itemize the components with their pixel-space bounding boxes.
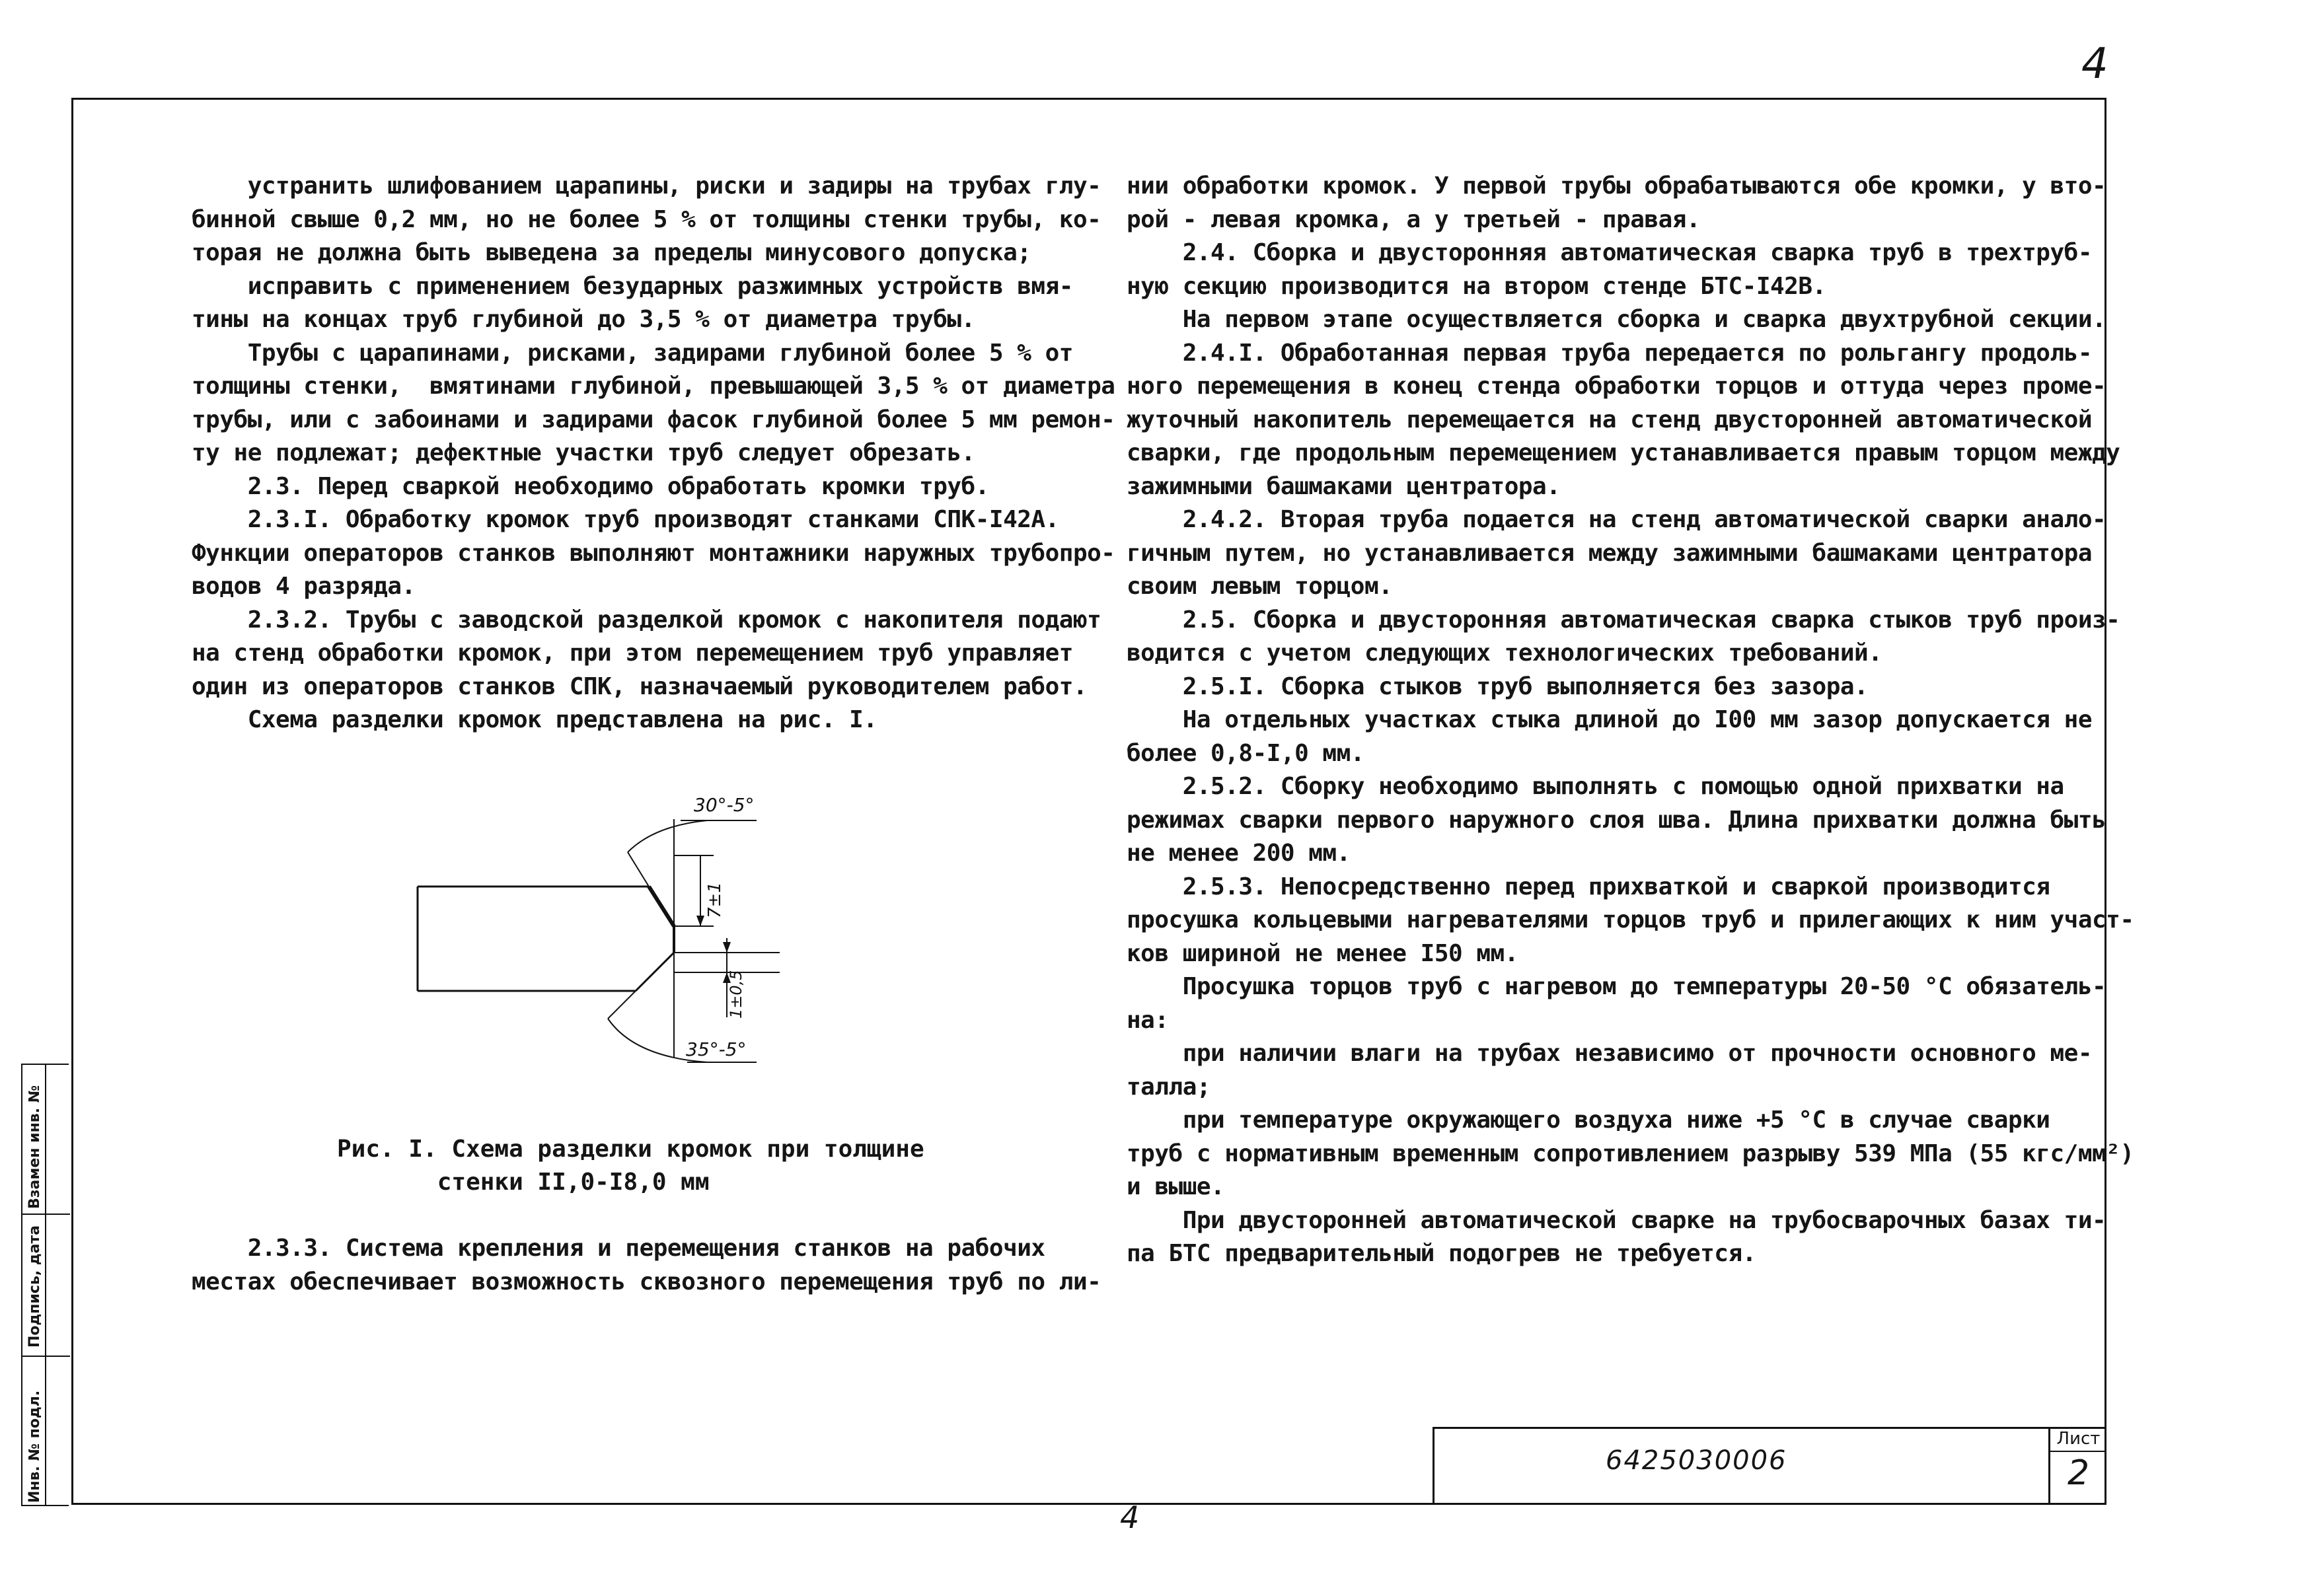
figure-caption [337,1133,932,1199]
text-line: 2.5. Сборка и двусторонняя автоматическая сварка стыков труб произ- [1127,606,2120,634]
dim-arrow-2 [723,942,731,953]
side-label-sign: Подпись, дата [26,1225,43,1348]
text-line: сварки, где продольным перемещением устанавливается правым торцом между [1127,439,2120,466]
text-line: При двусторонней автоматической сварке на трубосварочных базах ти- [1127,1206,2106,1234]
caption-line: стенки II,0-I8,0 мм [337,1169,710,1196]
angle-top-label: 30°-5° [694,794,755,816]
sheet-label: Лист [2050,1427,2106,1452]
bevel-lower [636,953,674,991]
text-line: устранить шлифованием царапины, риски и задиры на трубах глу- [192,172,1101,200]
dim-root-label: 1±0,5 [727,970,745,1019]
text-line: и выше. [1127,1173,1225,1200]
text-line: просушка кольцевыми нагревателями торцов труб и прилегающих к ним участ- [1127,906,2134,933]
text-line: Схема разделки кромок представлена на рис. I. [192,706,877,733]
caption-line: Рис. I. Схема разделки кромок при толщине [337,1136,924,1163]
text-line: водится с учетом следующих технологических требований. [1127,639,1882,667]
text-line: водов 4 разряда. [192,573,416,600]
side-label-replace: Взамен инв. № [26,1085,43,1209]
text-line: На первом этапе осуществляется сборка и сварка двухтрубной секции. [1127,306,2106,333]
text-line: гичным путем, но устанавливается между зажимными башмаками центратора [1127,539,2092,567]
text-line: ного перемещения в конец стенда обработки торцов и оттуда через проме- [1127,373,2106,400]
text-line: Функции операторов станков выполняют монтажники наружных трубопро- [192,539,1115,567]
text-line: бинной свыше 0,2 мм, но не более 5 % от толщины стенки трубы, ко- [192,205,1101,233]
bevel-upper [649,887,674,926]
text-line: На отдельных участках стыка длиной до I00 мм зазор допускается не [1127,706,2092,733]
text-line: более 0,8-I,0 мм. [1127,739,1364,767]
text-line: не менее 200 мм. [1127,840,1351,867]
text-line: Просушка торцов труб с нагревом до температуры 20-50 °С обязатель- [1127,973,2106,1000]
text-line: тины на концах труб глубиной до 3,5 % от диаметра трубы. [192,306,975,333]
text-line: 2.5.2. Сборку необходимо выполнять с помощью одной прихватки на [1127,773,2064,800]
ext-top-angle [628,852,649,887]
text-line: трубы, или с забоинами и задирами фасок глубиной более 5 мм ремон- [192,406,1115,433]
right-column-text [1127,170,2134,1271]
text-line: рой - левая кромка, а у третьей - правая. [1127,205,1701,233]
text-line: 2.3. Перед сваркой необходимо обработать кромки труб. [192,472,989,500]
left-column-continued [192,1232,1101,1299]
text-line: на стенд обработки кромок, при этом перемещением труб управляет [192,639,1073,667]
text-line: 2.5.I. Сборка стыков труб выполняется без зазора. [1127,672,1869,700]
text-line: своим левым торцом. [1127,573,1393,600]
text-line: толщины стенки, вмятинами глубиной, превышающей 3,5 % от диаметра [192,373,1115,400]
text-line: 2.4.2. Вторая труба подается на стенд автоматической сварки анало- [1127,506,2106,533]
text-line: 2.3.3. Система крепления и перемещения станков на рабочих [192,1235,1045,1262]
text-line: местах обеспечивает возможность сквозного перемещения труб по ли- [192,1268,1101,1295]
left-column-text [192,170,1115,737]
bottom-page-number: 4 [1120,1500,1140,1535]
text-line: ту не подлежат; дефектные участки труб следует обрезать. [192,439,975,466]
sheet-number: 2 [2067,1453,2090,1493]
angle-arc-top [628,820,707,852]
text-line: исправить с применением безударных разжимных устройств вмя- [192,272,1073,300]
text-line: торая не должна быть выведена за пределы минусового допуска; [192,239,1031,266]
text-line: один из операторов станков СПК, назначаемый руководителем работ. [192,672,1088,700]
dim-arrow-1 [696,916,704,926]
dim-top-label: 7±1 [705,882,725,918]
text-line: 2.3.I. Обработку кромок труб производят станками СПК-I42А. [192,506,1059,533]
text-line: жуточный накопитель перемещается на стенд двусторонней автоматической [1127,406,2092,433]
angle-bottom-label: 35°-5° [686,1038,747,1060]
text-line: при наличии влаги на трубах независимо от прочности основного ме- [1127,1040,2092,1067]
text-line: Трубы с царапинами, рисками, задирами глубиной более 5 % от [192,339,1073,367]
ext-lower-angle [608,991,636,1019]
sheet-box [2048,1427,2106,1505]
text-line: зажимными башмаками центратора. [1127,472,1561,500]
text-line: режимах сварки первого наружного слоя шва. Длина прихватки должна быть [1127,806,2106,834]
document-code: 6425030006 [1606,1445,1787,1476]
text-line: 2.5.3. Непосредственно перед прихваткой и сваркой производится [1127,873,2050,900]
text-line: труб с нормативным временным сопротивлением разрыву 539 МПа (55 кгс/мм²) [1127,1140,2134,1167]
text-line: па БТС предварительный подогрев не требуется. [1127,1240,1756,1267]
text-line: на: [1127,1006,1169,1034]
text-line: 2.4.I. Обработанная первая труба передается по рольгангу продоль- [1127,339,2092,367]
text-line: при температуре окружающего воздуха ниже +5 °С в случае сварки [1127,1106,2050,1134]
text-line: ную секцию производится на втором стенде БТС-I42В. [1127,272,1826,300]
text-line: нии обработки кромок. У первой трубы обрабатываются обе кромки, у вто- [1127,172,2106,200]
text-line: 2.4. Сборка и двусторонняя автоматическая сварка труб в трехтруб- [1127,239,2092,266]
side-label-inv: Инв. № подл. [26,1390,43,1503]
text-line: талла; [1127,1073,1211,1101]
edge-preparation-figure [410,780,780,1103]
text-line: ков шириной не менее I50 мм. [1127,939,1518,967]
corner-page-number: 4 [2081,40,2108,89]
text-line: 2.3.2. Трубы с заводской разделкой кромок с накопителя подают [192,606,1101,634]
